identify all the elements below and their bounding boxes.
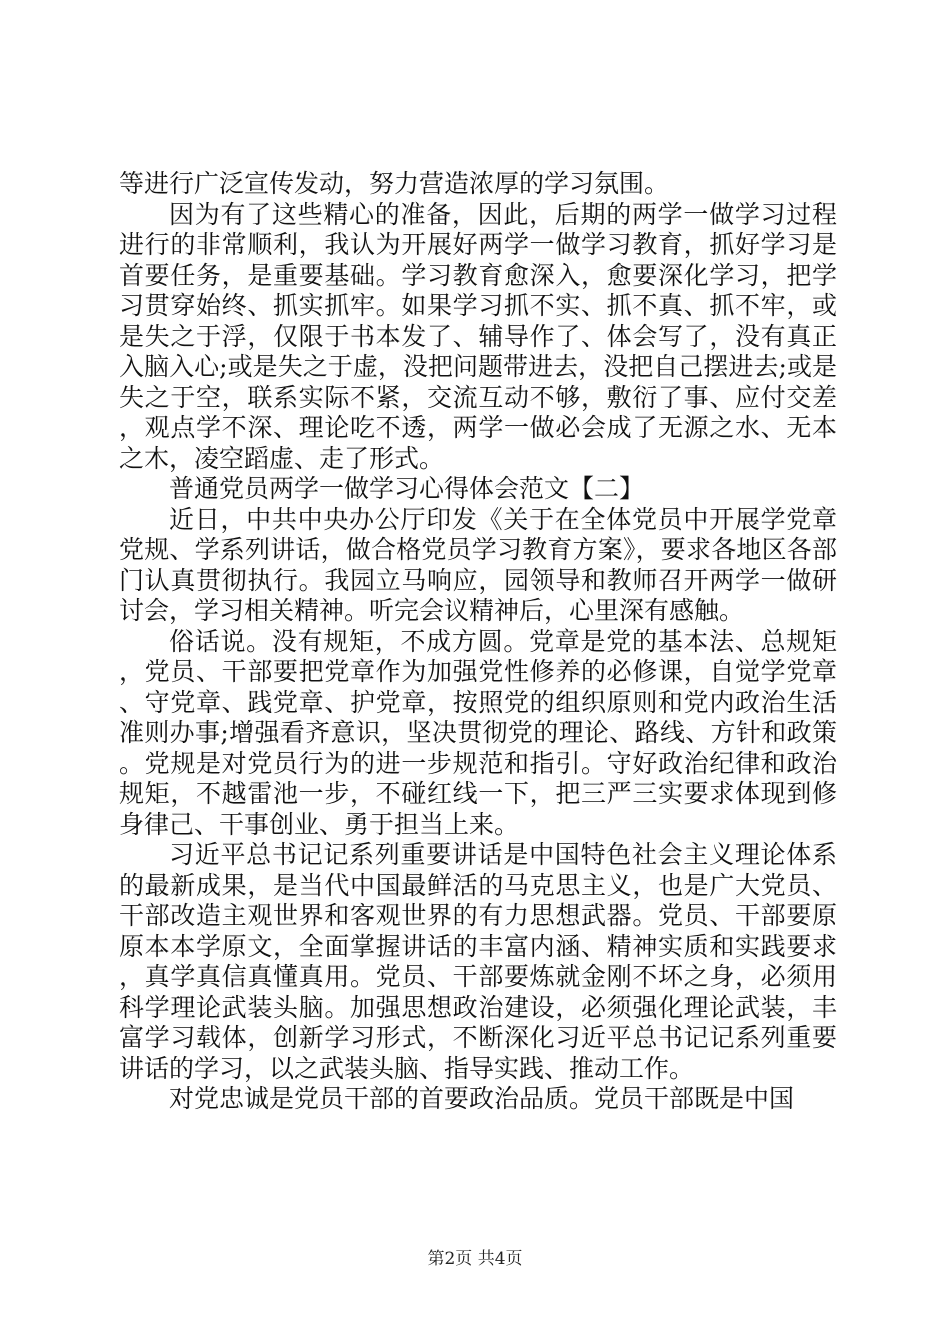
page-footer: 第2页 共4页 bbox=[427, 1249, 523, 1269]
paragraph: 近日，中共中央办公厅印发《关于在全体党员中开展学党章党规、学系列讲话，做合格党员学习教育方案》，要求各地区各部门认真贯彻执行。我园立马响应，园领导和教师召开两学一做研讨会，学习相关精神。听完会议精神后，心里深有感触。 bbox=[119, 504, 837, 625]
paragraph: 等进行广泛宣传发动，努力营造浓厚的学习氛围。 bbox=[119, 169, 670, 198]
paragraph: 对党忠诚是党员干部的首要政治品质。党员干部既是中国 bbox=[169, 1084, 795, 1113]
paragraph: 俗话说。没有规矩，不成方圆。党章是党的基本法、总规矩，党员、干部要把党章作为加强党性修养的必修课，自觉学党章、守党章、践党章、护党章，按照党的组织原则和党内政治生活准则办事;增强看齐意识，坚决贯彻党的理论、路线、方针和政策。党规是对党员行为的进一步规范和指引。守好政治纪律和政治规矩，不越雷池一步，不碰红线一下，把三严三实要求体现到修身律己、干事创业、勇于担当上来。 bbox=[119, 626, 837, 839]
section-heading: 普通党员两学一做学习心得体会范文【二】 bbox=[169, 474, 645, 503]
paragraph: 习近平总书记记系列重要讲话是中国特色社会主义理论体系的最新成果，是当代中国最鲜活的马克思主义，也是广大党员、干部改造主观世界和客观世界的有力思想武器。党员、干部要原原本本学原文，全面掌握讲话的丰富内涵、精神实质和实践要求，真学真信真懂真用。党员、干部要炼就金刚不坏之身，必须用科学理论武装头脑。加强思想政治建设，必须强化理论武装，丰富学习载体，创新学习形式，不断深化习近平总书记记系列重要讲话的学习，以之武装头脑、指导实践、推动工作。 bbox=[119, 840, 837, 1083]
paragraph: 因为有了这些精心的准备，因此，后期的两学一做学习过程进行的非常顺利，我认为开展好两学一做学习教育，抓好学习是首要任务，是重要基础。学习教育愈深入，愈要深化学习，把学习贯穿始终、抓实抓牢。如果学习抓不实、抓不真、抓不牢，或是失之于浮，仅限于书本发了、辅导作了、体会写了，没有真正入脑入心;或是失之于虚，没把问题带进去，没把自己摆进去;或是失之于空，联系实际不紧，交流互动不够，敷衍了事、应付交差，观点学不深、理论吃不透，两学一做必会成了无源之水、无本之木，凌空蹈虚、走了形式。 bbox=[119, 199, 837, 473]
document-body bbox=[119, 169, 837, 1115]
